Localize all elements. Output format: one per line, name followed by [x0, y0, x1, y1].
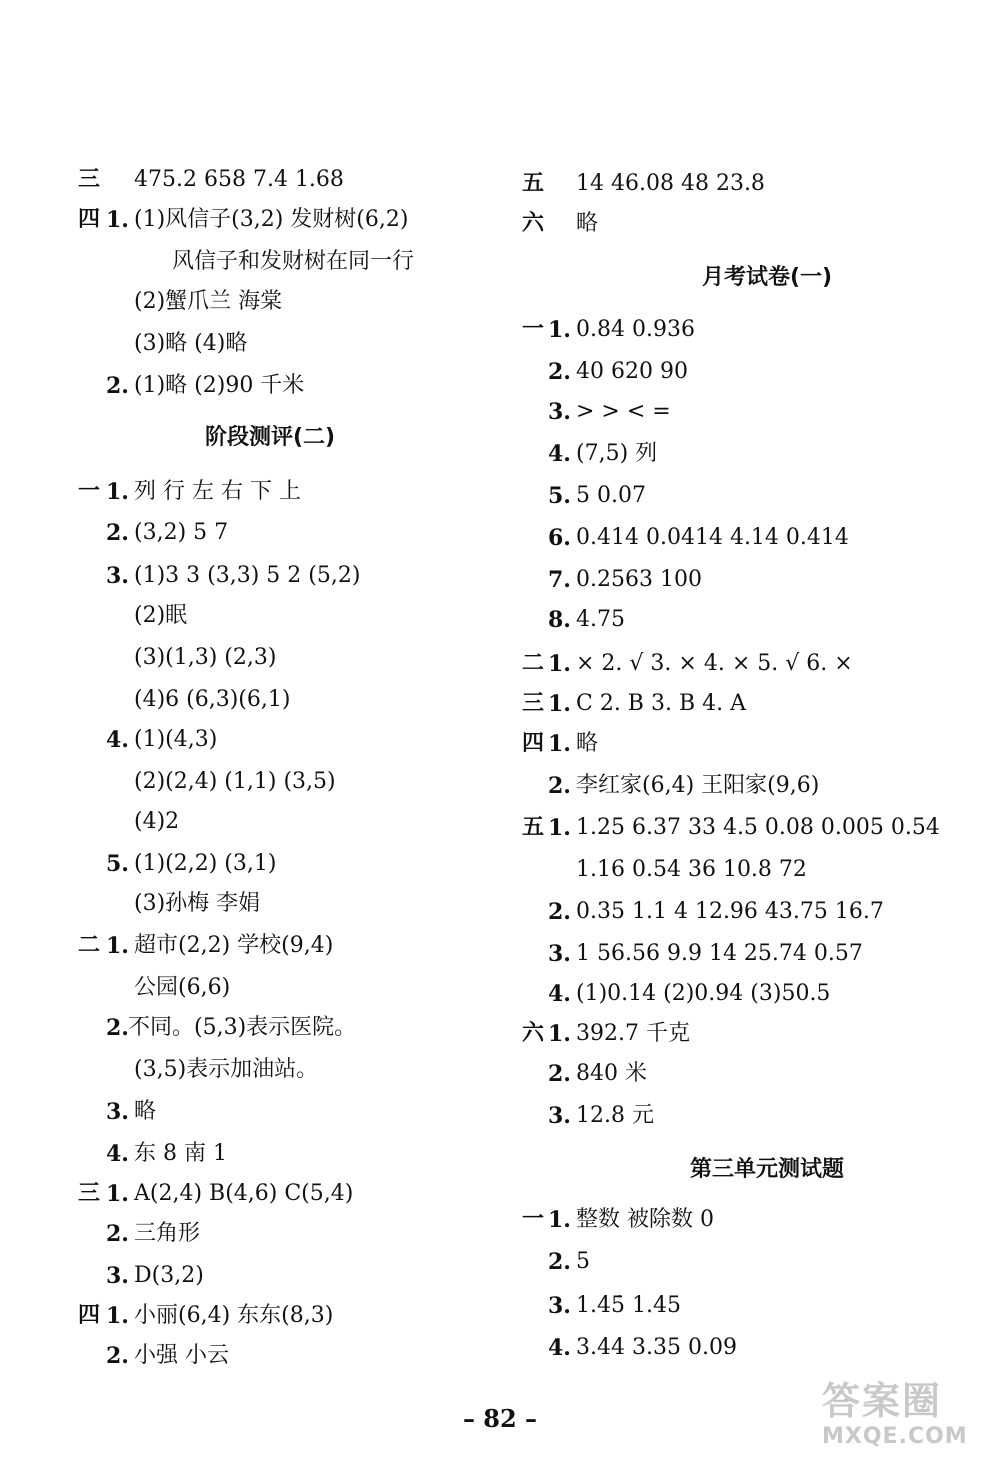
answer-text: 1.16 0.54 36 10.8 72	[576, 857, 807, 882]
answer-text: 风信子和发财树在同一行	[172, 249, 415, 274]
question-number: 2.	[106, 520, 129, 546]
question-number: 2.	[106, 1343, 129, 1369]
answer-text: C 2. B 3. B 4. A	[576, 691, 746, 716]
question-number: 4.	[106, 727, 129, 753]
question-number: 1.	[106, 479, 129, 505]
answer-text: (7,5) 列	[576, 441, 658, 466]
answer-text: 4.75	[576, 607, 625, 632]
answer-text: 5	[576, 1249, 590, 1274]
question-number: 1.	[106, 207, 129, 233]
answer-text: (4)6 (6,3)(6,1)	[134, 687, 291, 712]
question-number: 1.	[548, 731, 571, 757]
answer-text: A(2,4) B(4,6) C(5,4)	[134, 1181, 354, 1206]
section-marker: 一	[522, 1207, 545, 1232]
section-heading: 第三单元测试题	[689, 1157, 844, 1182]
section-heading: 月考试卷(一)	[701, 265, 833, 290]
question-number: 4.	[106, 1141, 129, 1167]
question-number: 2.	[548, 1249, 571, 1275]
answer-text: 列 行 左 右 下 上	[134, 479, 301, 504]
answer-text: 不同。(5,3)表示医院。	[128, 1015, 357, 1040]
answer-text: 超市(2,2) 学校(9,4)	[134, 933, 334, 958]
section-marker: 一	[522, 317, 545, 342]
section-marker: 四	[522, 731, 545, 756]
answer-text: 0.2563 100	[576, 567, 702, 592]
question-number: 7.	[548, 567, 571, 593]
question-number: 2.	[548, 359, 571, 385]
answer-text: 3.44 3.35 0.09	[576, 1335, 737, 1360]
answer-text: 东 8 南 1	[134, 1141, 227, 1166]
question-number: 3.	[106, 563, 129, 589]
answer-text: (1)(2,2) (3,1)	[134, 851, 277, 876]
section-marker: 三	[78, 1181, 101, 1206]
question-number: 1.	[106, 933, 129, 959]
answer-text: 整数 被除数 0	[576, 1207, 714, 1232]
answer-text: (3)孙梅 李娟	[134, 891, 261, 916]
question-number: 1.	[548, 651, 571, 677]
answer-text: (4)2	[134, 809, 180, 834]
answer-text: (1)(4,3)	[134, 727, 218, 752]
answer-text: 三角形	[134, 1221, 201, 1246]
answer-text: 1 56.56 9.9 14 25.74 0.57	[576, 941, 863, 966]
question-number: 5.	[548, 483, 571, 509]
answer-text: > > < =	[576, 399, 671, 424]
section-marker: 三	[522, 691, 545, 716]
answer-text: (1)3 3 (3,3) 5 2 (5,2)	[134, 563, 361, 588]
question-number: 1.	[548, 1021, 571, 1047]
answer-text: 0.414 0.0414 4.14 0.414	[576, 525, 849, 550]
question-number: 4.	[548, 441, 571, 467]
answer-text: 1.4̇5̇ 1.45	[576, 1293, 681, 1318]
answer-text: 略	[576, 211, 599, 236]
section-marker: 五	[522, 815, 545, 840]
question-number: 2.	[548, 773, 571, 799]
answer-text: × 2. √ 3. × 4. × 5. √ 6. ×	[576, 651, 853, 676]
question-number: 2.	[106, 1015, 129, 1041]
answer-text: 略	[576, 731, 599, 756]
section-marker: 一	[78, 479, 101, 504]
answer-text: 392.7 千克	[576, 1021, 690, 1046]
section-marker: 二	[78, 933, 101, 958]
watermark-url: MXQE.COM	[822, 1424, 968, 1449]
answer-text: 12.8 元	[576, 1103, 654, 1128]
page-number: – 82 –	[462, 1404, 538, 1433]
question-number: 3.	[106, 1099, 129, 1125]
section-marker: 六	[522, 211, 545, 236]
section-marker: 三	[78, 167, 101, 192]
question-number: 1.	[548, 815, 571, 841]
section-marker: 五	[522, 171, 545, 196]
answer-text: (1)风信子(3,2) 发财树(6,2)	[134, 207, 409, 232]
question-number: 8.	[548, 607, 571, 633]
answer-text: (2)蟹爪兰 海棠	[134, 289, 283, 314]
answer-text: 1.25 6.37 33 4.5 0.08 0.005 0.54	[576, 815, 940, 840]
section-marker: 四	[78, 207, 101, 232]
answer-text: 0.35 1.1 4 12.96 43.75 16.7	[576, 899, 884, 924]
question-number: 2.	[106, 373, 129, 399]
question-number: 2.	[548, 1061, 571, 1087]
answer-text: (1)0.14 (2)0.94 (3)50.5	[576, 981, 831, 1006]
answer-text: (3)略 (4)略	[134, 331, 248, 356]
answer-text: (2)眠	[134, 603, 188, 628]
answer-text: 5 0.07	[576, 483, 646, 508]
answer-text: 40 620 90	[576, 359, 688, 384]
question-number: 6.	[548, 525, 571, 551]
question-number: 1.	[106, 1181, 129, 1207]
section-heading: 阶段测评(二)	[204, 425, 336, 450]
question-number: 4.	[548, 1335, 571, 1361]
question-number: 1.	[548, 317, 571, 343]
answer-text: 李红家(6,4) 王阳家(9,6)	[576, 773, 820, 798]
question-number: 3.	[548, 941, 571, 967]
answer-text: 840 米	[576, 1061, 647, 1086]
answer-text: (2)(2,4) (1,1) (3,5)	[134, 769, 336, 794]
answer-text: 略	[134, 1099, 157, 1124]
question-number: 3.	[548, 1293, 571, 1319]
question-number: 3.	[106, 1263, 129, 1289]
answer-text: 475.2 658 7.4 1.68	[134, 167, 344, 192]
answer-text: (3)(1,3) (2,3)	[134, 645, 277, 670]
question-number: 1.	[548, 1207, 571, 1233]
answer-text: 0.84 0.936	[576, 317, 695, 342]
question-number: 3.	[548, 1103, 571, 1129]
answer-text: D(3,2)	[134, 1263, 204, 1288]
answer-text: 公园(6,6)	[134, 975, 231, 1000]
watermark-logo	[822, 1378, 992, 1458]
question-number: 2.	[106, 1221, 129, 1247]
answer-text: (1)略 (2)90 千米	[134, 373, 305, 398]
question-number: 4.	[548, 981, 571, 1007]
answer-text: 小丽(6,4) 东东(8,3)	[134, 1303, 334, 1328]
section-marker: 二	[522, 651, 545, 676]
answer-text: 小强 小云	[134, 1343, 229, 1368]
answer-text: (3,2) 5 7	[134, 520, 229, 545]
question-number: 1.	[106, 1303, 129, 1329]
question-number: 1.	[548, 691, 571, 717]
question-number: 2.	[548, 899, 571, 925]
answer-text: (3,5)表示加油站。	[134, 1057, 319, 1082]
section-marker: 四	[78, 1303, 101, 1328]
section-marker: 六	[522, 1021, 545, 1046]
question-number: 3.	[548, 399, 571, 425]
watermark-text: 答案圈	[822, 1379, 943, 1423]
answer-text: 14 46.08 48 23.8	[576, 171, 765, 196]
question-number: 5.	[106, 851, 129, 877]
